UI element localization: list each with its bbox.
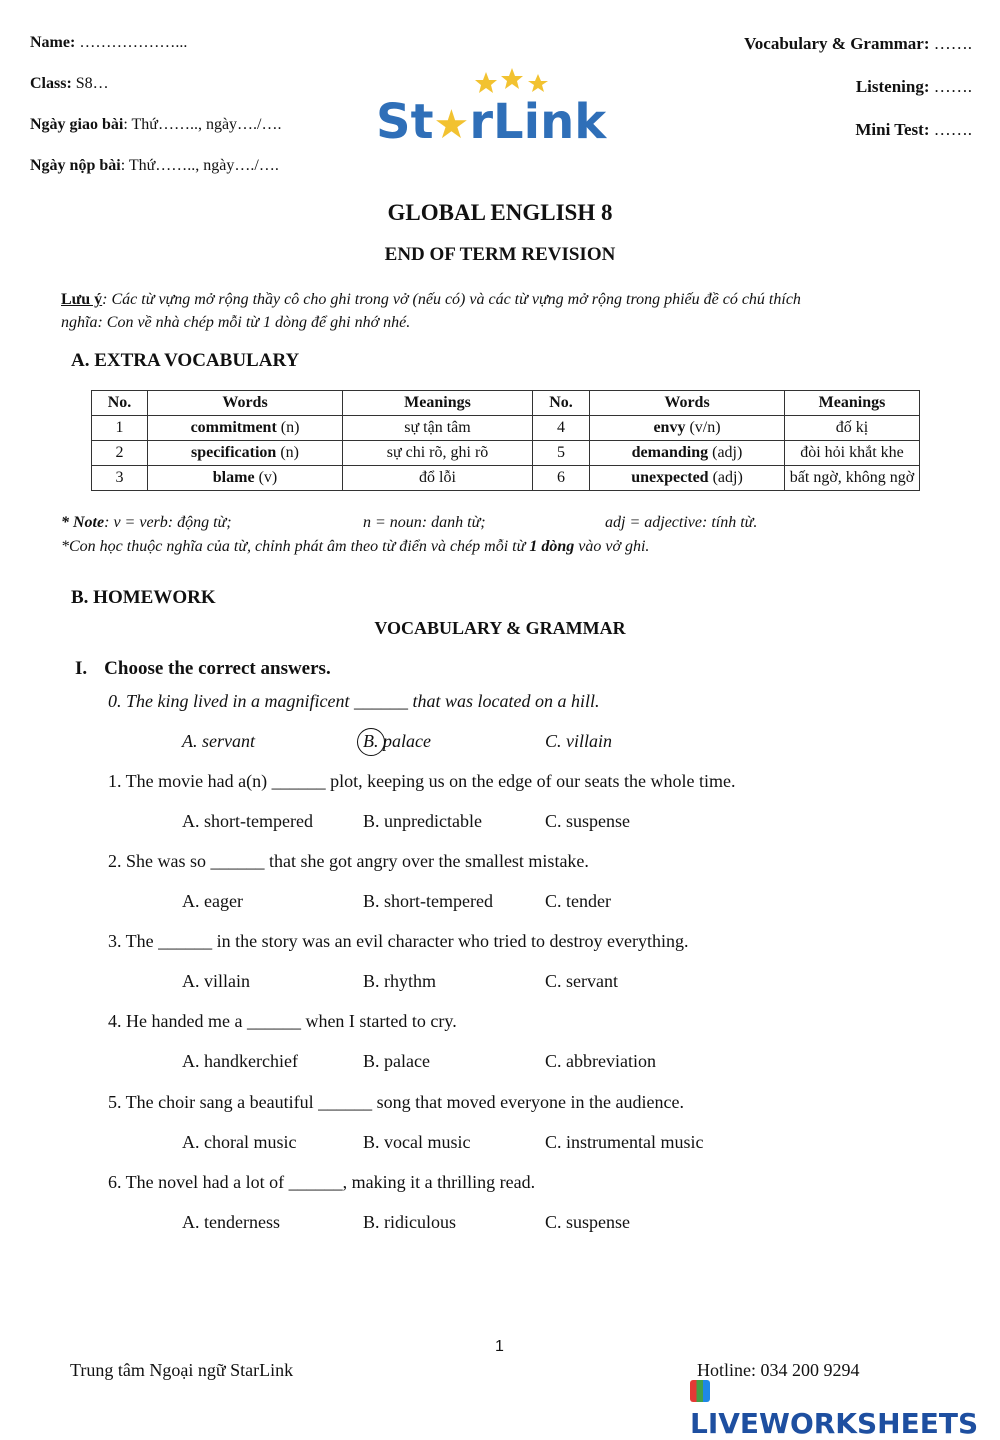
luu-y-line2: nghĩa: Con về nhà chép mỗi từ 1 dòng để ghi nhớ nhé. — [61, 314, 411, 331]
note-adj: adj = adjective: tính từ. — [605, 514, 758, 531]
q0-option-b[interactable]: B. palace — [363, 731, 431, 752]
note-line2: *Con học thuộc nghĩa của từ, chỉnh phát âm theo từ điển và chép mỗi từ 1 dòng vào vở ghi. — [61, 538, 650, 555]
cell-meaning: đòi hỏi khắt khe — [785, 441, 920, 466]
vocab-table — [91, 390, 920, 491]
q5-option-a[interactable]: A. choral music — [182, 1132, 297, 1152]
q2-option-a[interactable]: A. eager — [182, 891, 243, 911]
cell-meaning: đổ lỗi — [343, 466, 533, 491]
q5-option-c[interactable]: C. instrumental music — [545, 1132, 704, 1152]
cell-meaning: đố kị — [785, 416, 920, 441]
q4-option-b[interactable]: B. palace — [363, 1051, 430, 1071]
col-header: Meanings — [785, 391, 920, 416]
question-2: 2. She was so ______ that she got angry over the smallest mistake. — [108, 851, 589, 871]
table-row — [92, 466, 920, 491]
question-3: 3. The ______ in the story was an evil character who tried to destroy everything. — [108, 931, 689, 951]
cell-word: specification (n) — [148, 441, 343, 466]
logo-wordmark: St★rLink — [376, 94, 607, 150]
class-field: Class: S8… — [30, 75, 109, 92]
question-1: 1. The movie had a(n) ______ plot, keeping us on the edge of our seats the whole time. — [108, 771, 736, 791]
cell-no: 6 — [533, 466, 590, 491]
q1-option-a[interactable]: A. short-tempered — [182, 811, 313, 831]
table-row — [92, 441, 920, 466]
cell-word: demanding (adj) — [590, 441, 785, 466]
q0-option-c[interactable]: C. villain — [545, 731, 612, 751]
footer-hotline: Hotline: 034 200 9294 — [697, 1360, 860, 1380]
cell-meaning: sự tận tâm — [343, 416, 533, 441]
q2-option-b[interactable]: B. short-tempered — [363, 891, 493, 911]
q5-option-b[interactable]: B. vocal music — [363, 1132, 471, 1152]
q3-option-b[interactable]: B. rhythm — [363, 971, 437, 991]
q1-option-b[interactable]: B. unpredictable — [363, 811, 482, 831]
note-noun: n = noun: danh từ; — [363, 514, 486, 531]
note-line1: * Note: v = verb: động từ; — [61, 514, 232, 531]
cell-no: 3 — [92, 466, 148, 491]
q1-option-c[interactable]: C. suspense — [545, 811, 630, 831]
table-header-row — [92, 391, 920, 416]
table-row — [92, 416, 920, 441]
q3-option-c[interactable]: C. servant — [545, 971, 618, 991]
col-header: No. — [533, 391, 590, 416]
page-title: GLOBAL ENGLISH 8 — [387, 200, 613, 225]
page-number: 1 — [495, 1338, 504, 1355]
listening-score: Listening: ……. — [855, 77, 972, 96]
question-6: 6. The novel had a lot of ______, making it a thrilling read. — [108, 1172, 536, 1192]
q4-option-c[interactable]: C. abbreviation — [545, 1051, 656, 1071]
luu-y-line1: Lưu ý: Các từ vựng mở rộng thầy cô cho ghi trong vở (nếu có) và các từ vựng mở rộng trong phiếu đề có chú thích — [61, 291, 801, 308]
answer-circle — [357, 728, 385, 756]
q6-option-b[interactable]: B. ridiculous — [363, 1212, 456, 1232]
q2-option-c[interactable]: C. tender — [545, 891, 611, 911]
starlink-logo — [376, 68, 626, 148]
liveworksheets-watermark: LIVEWORKSHEETS — [690, 1374, 1000, 1440]
q3-option-a[interactable]: A. villain — [182, 971, 250, 991]
cell-word: blame (v) — [148, 466, 343, 491]
assign-date-field: Ngày giao bài: Thứ…….., ngày…./…. — [30, 116, 282, 133]
cell-meaning: sự chi rõ, ghi rõ — [343, 441, 533, 466]
cell-no: 2 — [92, 441, 148, 466]
cell-meaning: bất ngờ, không ngờ — [785, 466, 920, 491]
minitest-score: Mini Test: ……. — [855, 120, 972, 139]
q6-option-c[interactable]: C. suspense — [545, 1212, 630, 1232]
q0-option-a[interactable]: A. servant — [182, 731, 255, 751]
cell-word: envy (v/n) — [590, 416, 785, 441]
col-header: No. — [92, 391, 148, 416]
logo-star-icon: ★ — [433, 102, 470, 148]
col-header: Meanings — [343, 391, 533, 416]
cell-no: 4 — [533, 416, 590, 441]
section-a-heading: A. EXTRA VOCABULARY — [71, 350, 300, 371]
cell-word: commitment (n) — [148, 416, 343, 441]
q4-option-a[interactable]: A. handkerchief — [182, 1051, 298, 1071]
cell-no: 1 — [92, 416, 148, 441]
name-field: Name: ………………... — [30, 34, 188, 51]
question-0: 0. The king lived in a magnificent ______ that was located on a hill. — [108, 691, 600, 711]
footer-center-name: Trung tâm Ngoại ngữ StarLink — [70, 1360, 294, 1380]
cell-no: 5 — [533, 441, 590, 466]
question-4: 4. He handed me a ______ when I started to cry. — [108, 1011, 457, 1031]
section-b-heading: B. HOMEWORK — [71, 587, 216, 608]
col-header: Words — [590, 391, 785, 416]
liveworksheets-icon — [690, 1380, 710, 1402]
vocab-grammar-heading: VOCABULARY & GRAMMAR — [374, 618, 626, 638]
col-header: Words — [148, 391, 343, 416]
question-5: 5. The choir sang a beautiful ______ song that moved everyone in the audience. — [108, 1092, 684, 1112]
q6-option-a[interactable]: A. tenderness — [182, 1212, 280, 1232]
submit-date-field: Ngày nộp bài: Thứ…….., ngày…./…. — [30, 157, 279, 174]
part-i-heading: I. Choose the correct answers. — [75, 658, 331, 679]
vocab-grammar-score: Vocabulary & Grammar: ……. — [744, 34, 972, 53]
page-subtitle: END OF TERM REVISION — [384, 244, 616, 265]
cell-word: unexpected (adj) — [590, 466, 785, 491]
